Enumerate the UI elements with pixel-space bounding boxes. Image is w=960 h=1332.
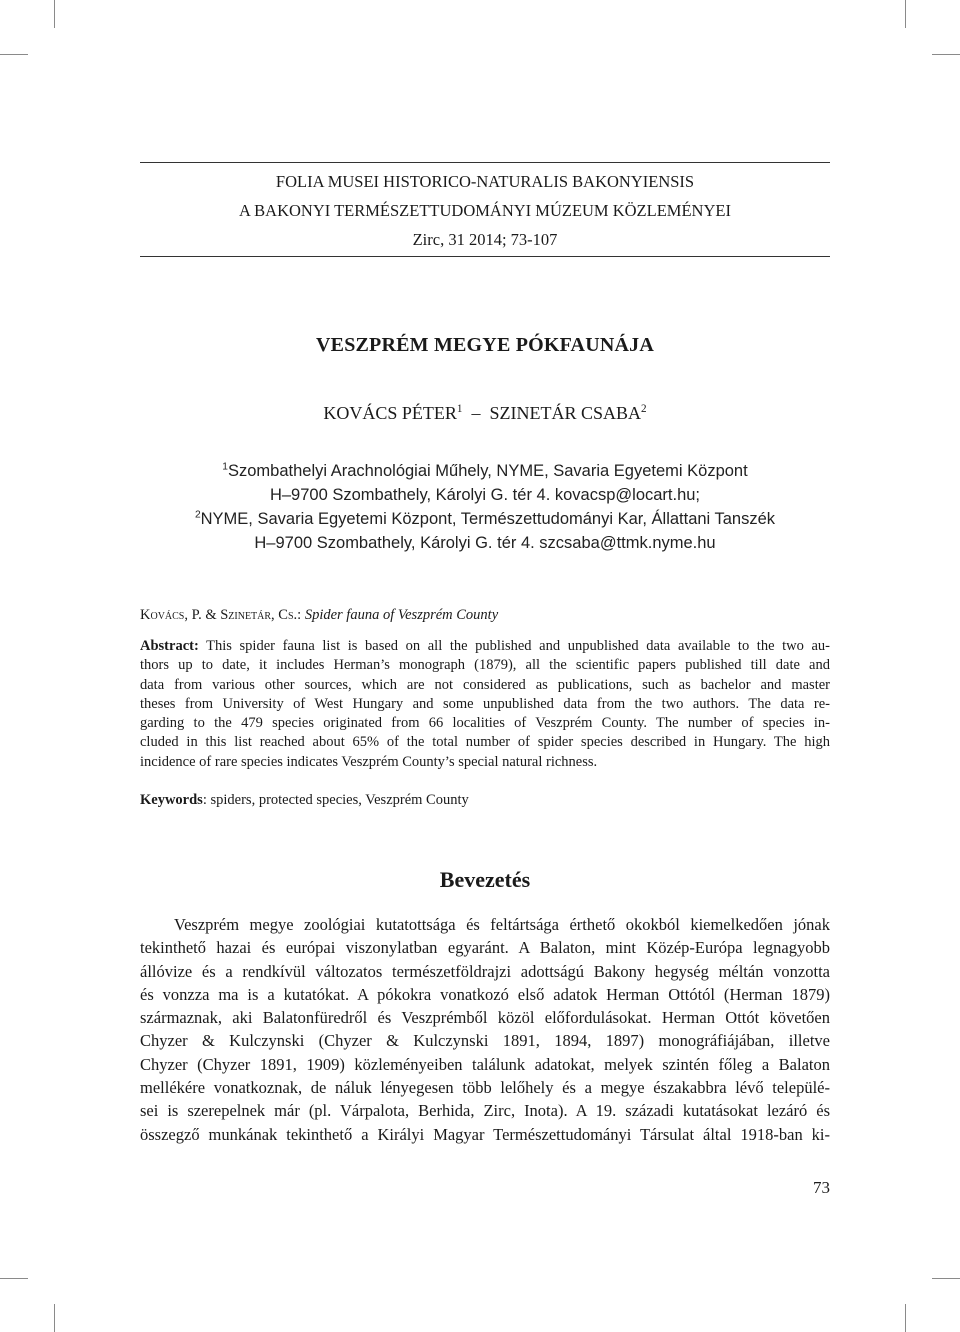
body-line-9: sei is szerepelnek már (pl. Várpalota, Berhida, Zirc, Inota). A 19. századi kutatásokat lezáró és <box>140 1101 830 1121</box>
abstract-text: This spider fauna list is based on all the published and unpublished data available to the two au- <box>198 638 830 654</box>
section-heading: Bevezetés <box>439 867 531 892</box>
body-line-7: Chyzer (Chyzer 1891, 1909) közleményeiben találunk adatokat, melyek szintén főleg a Balaton <box>140 1054 830 1074</box>
crop-mark-top-left-h <box>0 54 28 55</box>
paper-title: VESZPRÉM MEGYE PÓKFAUNÁJA <box>316 334 654 356</box>
abstract <box>140 637 830 772</box>
affiliation-1-text: Szombathelyi Arachnológiai Műhely, NYME, Savaria Egyetemi Központ <box>227 462 748 480</box>
author-2: SZINETÁR CSABA <box>489 403 642 423</box>
affiliation-1-sup: 1 <box>222 461 228 473</box>
journal-name: FOLIA MUSEI HISTORICO-NATURALIS BAKONYIENSIS <box>275 172 695 191</box>
author-1: KOVÁCS PÉTER <box>323 403 457 423</box>
author-2-sup: 2 <box>641 403 647 415</box>
abstract-line-4: theses from University of West Hungary and some unpublished data from the two authors. The data re- <box>140 695 830 712</box>
body-line-5: származnak, aki Balatonfüredről és Veszprémből közöl előfordulásokat. Herman Ottót követően <box>140 1008 830 1028</box>
journal-subtitle: A BAKONYI TERMÉSZETTUDOMÁNYI MÚZEUM KÖZLEMÉNYEI <box>239 201 731 220</box>
body-line-8: mellékére vonatkoznak, de náluk lényegesen több lelőhely és a megye északabbra lévő települé- <box>140 1078 830 1098</box>
page-number: 73 <box>813 1178 830 1197</box>
citation-line <box>140 607 830 624</box>
author-dash: – <box>471 403 481 423</box>
author-line <box>140 403 830 424</box>
keywords-text: : spiders, protected species, Veszprém County <box>202 792 469 808</box>
crop-mark-bottom-left <box>54 1304 55 1332</box>
keywords-label: Keywords <box>140 792 203 808</box>
body-line-10: összegző munkának tekinthető a Királyi Magyar Természettudományi Társulat által 1918-ban ki- <box>140 1124 830 1144</box>
author-1-sup: 1 <box>456 403 463 415</box>
section-body <box>140 913 830 1146</box>
abstract-line-3: data from various other sources, which are not considered as publications, such as bachelor and master <box>140 676 830 693</box>
body-line-4-text: és vonzza ma is a kutatókat. A pókokra vonatkozó első adatok Herman Ottótól (Herman 1879) <box>140 984 830 1004</box>
abstract-line-2: thors up to date, it includes Herman’s monograph (1879), all the scientific papers published till date and <box>140 657 830 674</box>
crop-mark-bottom-left-h <box>0 1278 28 1279</box>
journal-issue: Zirc, 31 2014; 73-107 <box>412 230 558 249</box>
abstract-line-1 <box>140 637 830 656</box>
abstract-line-7: incidence of rare species indicates Veszprém County’s special natural richness. <box>140 753 598 770</box>
affiliation-2-text: NYME, Savaria Egyetemi Központ, Természettudományi Kar, Állattani Tanszék <box>200 510 776 528</box>
body-line-6: Chyzer & Kulczynski (Chyzer & Kulczynski 1891, 1894, 1897) monográfiájában, illetve <box>140 1031 830 1051</box>
citation-title: Spider fauna of Veszprém County <box>304 607 499 623</box>
affiliations <box>140 459 830 555</box>
crop-mark-top-right <box>905 0 906 28</box>
affiliation-1-line-2: H–9700 Szombathely, Károlyi G. tér 4. kovacsp@locart.hu; <box>269 486 701 504</box>
abstract-line-6: cluded in this list reached about 65% of the total number of spider species described in Hungary. The high <box>140 734 830 751</box>
keywords-line <box>140 792 830 809</box>
crop-mark-top-right-h <box>932 54 960 55</box>
body-line-2: tekinthető hazai és európai viszonylatban egyaránt. A Balaton, mint Közép-Európa legnagyobb <box>140 938 830 958</box>
journal-header <box>140 162 830 257</box>
affiliation-2-line-1 <box>140 507 830 531</box>
crop-mark-top-left <box>54 0 55 28</box>
citation-authors: Kovács, P. & Szinetár, Cs. <box>140 607 298 623</box>
affiliation-2-line-2: H–9700 Szombathely, Károlyi G. tér 4. szcsaba@ttmk.nyme.hu <box>254 534 716 552</box>
affiliation-1-line-1 <box>140 459 830 483</box>
body-line-3: állóvize és a rendkívül változatos természetföldrajzi adottságú Bakony hegység méltán vonzotta <box>140 961 830 981</box>
affiliation-2-sup: 2 <box>194 509 201 521</box>
crop-mark-bottom-right-h <box>932 1278 960 1279</box>
crop-mark-bottom-right <box>905 1304 906 1332</box>
citation-sep: : <box>297 607 305 623</box>
body-line-1: Veszprém megye zoológiai kutatottsága és feltártsága érthető okokból kiemelkedően jónak <box>174 915 830 934</box>
body-line-4 <box>140 983 830 1006</box>
abstract-line-5: garding to the 479 species originated from 66 localities of Veszprém County. The number of species in- <box>140 715 830 732</box>
abstract-label: Abstract: <box>140 638 199 654</box>
